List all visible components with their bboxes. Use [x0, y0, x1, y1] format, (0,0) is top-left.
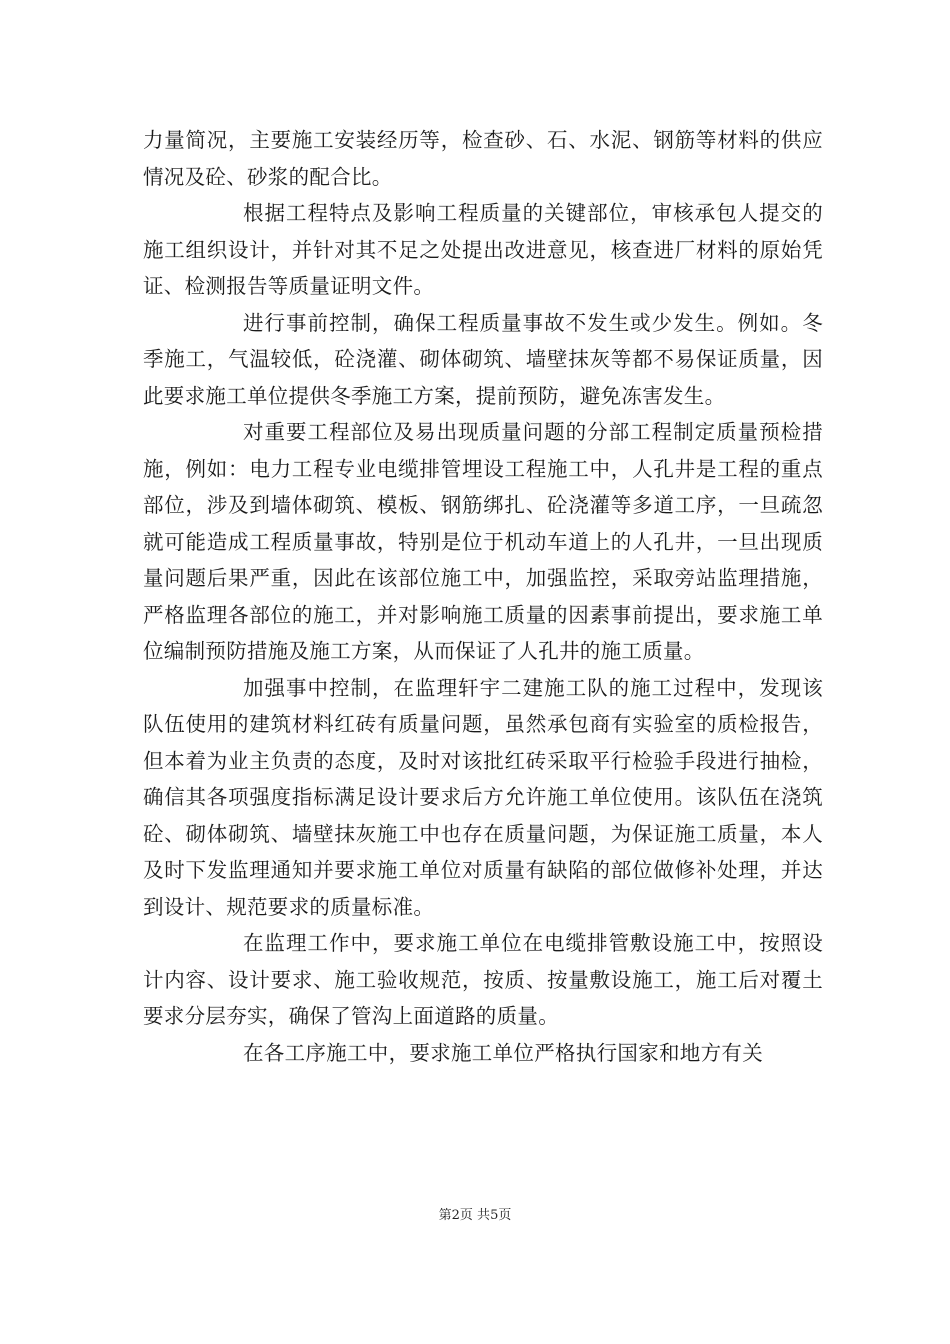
paragraph-3: 进行事前控制，确保工程质量事故不发生或少发生。例如。冬季施工，气温较低，砼浇灌、砌体砌筑、墙壁抹灰等都不易保证质量，因此要求施工单位提供冬季施工方案，提前预防，避免冻害发生。: [143, 310, 823, 408]
paragraph-6: 在监理工作中，要求施工单位在电缆排管敷设施工中，按照设计内容、设计要求、施工验收规范，按质、按量敷设施工，施工后对覆土要求分层夯实，确保了管沟上面道路的质量。: [143, 931, 823, 1028]
paragraph-4: 对重要工程部位及易出现质量问题的分部工程制定质量预检措施，例如：电力工程专业电缆排管埋设工程施工中，人孔井是工程的重点部位，涉及到墙体砌筑、模板、钢筋绑扎、砼浇灌等多道工序，一旦疏忽就可能造成工程质量事故，特别是位于机动车道上的人孔井，一旦出现质量问题后果严重，因此在该部位施工中，加强监控，采取旁站监理措施，严格监理各部位的施工，并对影响施工质量的因素事前提出，要求施工单位编制预防措施及施工方案，从而保证了人孔井的施工质量。: [143, 420, 823, 663]
paragraph-5: 加强事中控制，在监理轩宇二建施工队的施工过程中，发现该队伍使用的建筑材料红砖有质量问题，虽然承包商有实验室的质检报告，但本着为业主负责的态度，及时对该批红砖采取平行检验手段进行抽检，确信其各项强度指标满足设计要求后方允许施工单位使用。该队伍在浇筑砼、砌体砌筑、墙壁抹灰施工中也存在质量问题，为保证施工质量，本人及时下发监理通知并要求施工单位对质量有缺陷的部位做修补处理，并达到设计、规范要求的质量标准。: [143, 675, 823, 919]
footer-prefix: 第: [438, 1208, 452, 1223]
paragraph-2: 根据工程特点及影响工程质量的关键部位，审核承包人提交的施工组织设计，并针对其不足之处提出改进意见，核查进厂材料的原始凭证、检测报告等质量证明文件。: [143, 201, 823, 298]
footer-total-pages: 5: [490, 1208, 499, 1223]
paragraph-7: 在各工序施工中，要求施工单位严格执行国家和地方有关: [243, 1040, 763, 1065]
footer-suffix: 页: [498, 1208, 512, 1223]
page-footer: [0, 1204, 950, 1223]
paragraph-1: 力量简况，主要施工安装经历等，检查砂、石、水泥、钢筋等材料的供应情况及砼、砂浆的配合比。: [143, 128, 823, 189]
body-text: [143, 122, 823, 1071]
footer-current-page: 2: [451, 1208, 460, 1223]
footer-middle: 页 共: [459, 1208, 491, 1223]
